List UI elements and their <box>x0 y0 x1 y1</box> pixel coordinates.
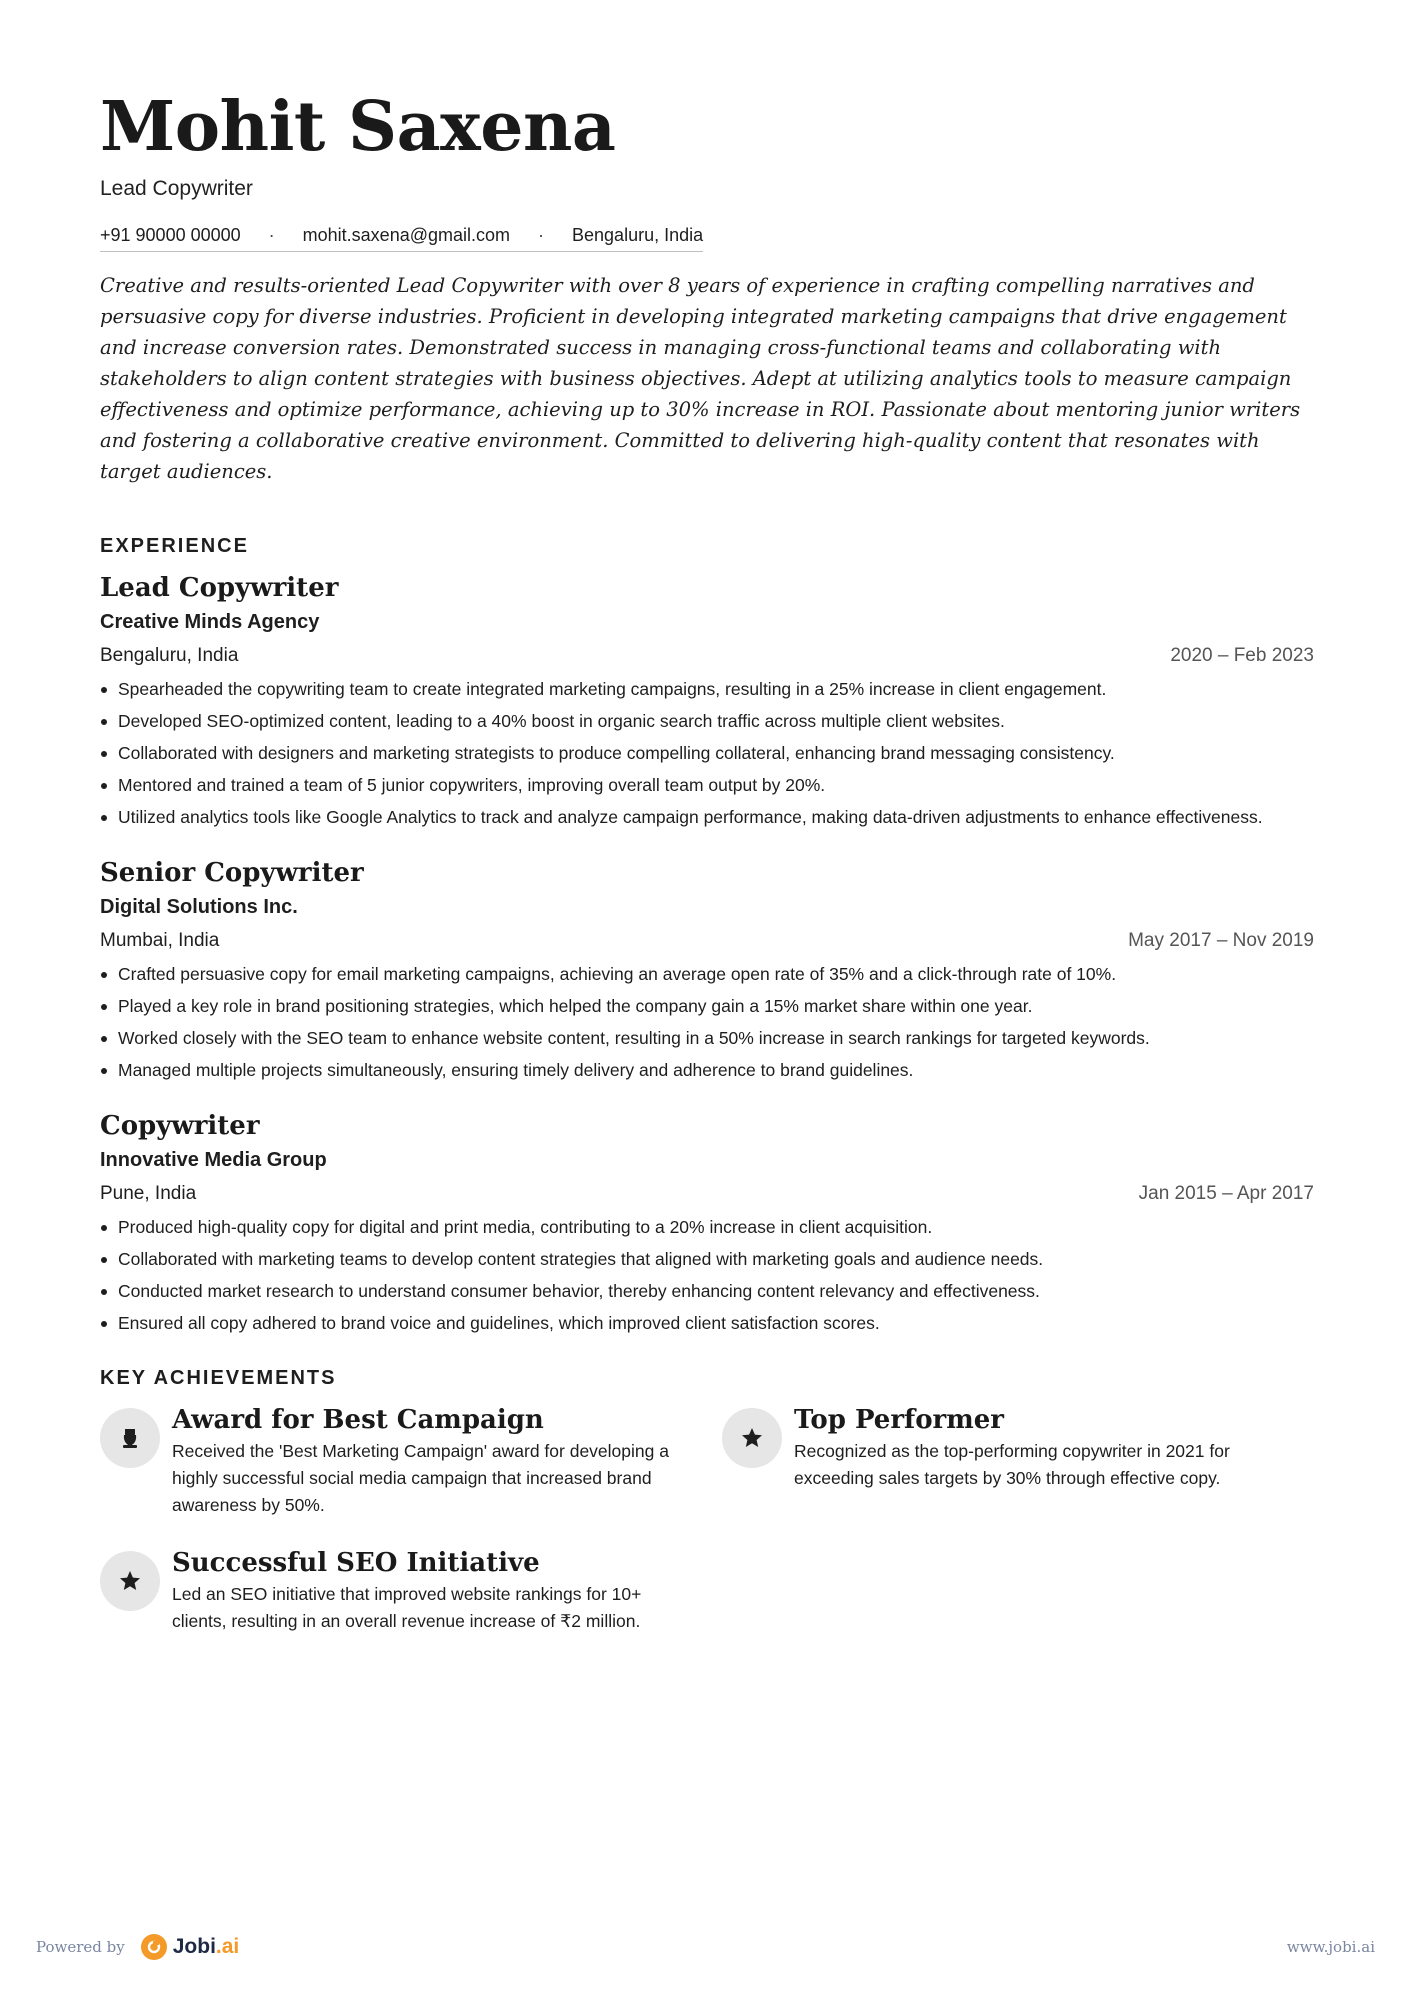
job-bullet: Mentored and trained a team of 5 junior copywriters, improving overall team output by 20%. <box>100 772 1314 799</box>
achievement-body <box>794 1402 1314 1492</box>
trophy-icon <box>100 1408 160 1468</box>
powered-by-label: Powered by <box>36 1938 125 1956</box>
achievement-item <box>100 1545 722 1635</box>
job-entry <box>100 855 1314 1084</box>
jobi-logo-suffix: .ai <box>215 1935 240 1958</box>
resume-page <box>100 84 1314 1635</box>
achievements-section-title: KEY ACHIEVEMENTS <box>100 1367 337 1389</box>
job-bullet: Conducted market research to understand consumer behavior, thereby enhancing content relevancy and effectiveness. <box>100 1278 1314 1305</box>
footer-website-link[interactable]: www.jobi.ai <box>1286 1938 1375 1956</box>
job-title: Lead Copywriter <box>100 573 339 603</box>
job-company: Digital Solutions Inc. <box>100 896 298 918</box>
candidate-name: Mohit Saxena <box>100 87 616 167</box>
jobi-logo-icon <box>141 1934 167 1960</box>
contact-location: Bengaluru, India <box>572 225 704 245</box>
achievement-description: Received the 'Best Marketing Campaign' award for developing a highly successful social media campaign that increased brand awareness by 50%. <box>172 1441 669 1515</box>
job-entry <box>100 1108 1314 1337</box>
job-meta <box>100 1180 1314 1208</box>
job-bullet: Ensured all copy adhered to brand voice and guidelines, which improved client satisfaction scores. <box>100 1310 1314 1337</box>
jobi-logo-name: Jobi <box>172 1935 216 1958</box>
contact-separator: · <box>268 225 275 245</box>
job-bullet: Collaborated with marketing teams to develop content strategies that aligned with marketing goals and audience needs. <box>100 1246 1314 1273</box>
achievement-description: Led an SEO initiative that improved website rankings for 10+ clients, resulting in an overall revenue increase of ₹2 million. <box>172 1584 642 1631</box>
job-bullets <box>100 961 1314 1084</box>
job-bullet: Developed SEO-optimized content, leading to a 40% boost in organic search traffic across multiple client websites. <box>100 708 1314 735</box>
job-bullet: Collaborated with designers and marketing strategists to produce compelling collateral, enhancing brand messaging consistency. <box>100 740 1314 767</box>
star-icon <box>722 1408 782 1468</box>
job-location: Pune, India <box>100 1183 197 1204</box>
candidate-role: Lead Copywriter <box>100 177 253 200</box>
job-title: Senior Copywriter <box>100 858 364 888</box>
achievement-body <box>172 1545 692 1635</box>
experience-list <box>100 570 1314 1337</box>
job-bullet: Played a key role in brand positioning strategies, which helped the company gain a 15% market share within one year. <box>100 993 1314 1020</box>
job-bullets <box>100 1214 1314 1337</box>
contact-phone[interactable]: +91 90000 00000 <box>100 225 241 245</box>
achievement-title: Award for Best Campaign <box>172 1405 544 1435</box>
contact-bar <box>100 222 703 252</box>
job-dates: Jan 2015 – Apr 2017 <box>1138 1183 1314 1204</box>
job-bullet: Spearheaded the copywriting team to create integrated marketing campaigns, resulting in a 25% increase in client engagement. <box>100 676 1314 703</box>
job-bullets <box>100 676 1314 831</box>
job-meta <box>100 927 1314 955</box>
powered-by-footer <box>36 1934 239 1960</box>
achievement-body <box>172 1402 692 1519</box>
job-title: Copywriter <box>100 1111 260 1141</box>
job-company: Creative Minds Agency <box>100 611 320 633</box>
jobi-logo[interactable] <box>141 1934 240 1960</box>
job-bullet: Produced high-quality copy for digital and print media, contributing to a 20% increase in client acquisition. <box>100 1214 1314 1241</box>
job-company: Innovative Media Group <box>100 1149 327 1171</box>
achievement-title: Successful SEO Initiative <box>172 1548 540 1578</box>
job-meta <box>100 642 1314 670</box>
job-bullet: Managed multiple projects simultaneously, ensuring timely delivery and adherence to brand guidelines. <box>100 1057 1314 1084</box>
job-bullet: Utilized analytics tools like Google Analytics to track and analyze campaign performance, making data-driven adjustments to enhance effectiveness. <box>100 804 1314 831</box>
contact-separator: · <box>538 225 545 245</box>
job-location: Bengaluru, India <box>100 645 239 666</box>
job-bullet: Crafted persuasive copy for email marketing campaigns, achieving an average open rate of 35% and a click-through rate of 10%. <box>100 961 1314 988</box>
contact-email[interactable]: mohit.saxena@gmail.com <box>302 225 511 245</box>
professional-summary: Creative and results-oriented Lead Copywriter with over 8 years of experience in crafting compelling narratives and persuasive copy for diverse industries. Proficient in developing integrated marketing campaigns that drive engagement and increase conversion rates. Demonstrated success in managing cross-functional teams and collaborating with stakeholders to align content strategies with business objectives. Adept at utilizing analytics tools to measure campaign effectiveness and optimize performance, achieving up to 30% increase in ROI. Passionate about mentoring junior writers and fostering a collaborative creative environment. Committed to delivering high-quality content that resonates with target audiences. <box>100 274 1301 483</box>
job-location: Mumbai, India <box>100 930 220 951</box>
star-icon <box>100 1551 160 1611</box>
achievement-item <box>722 1402 1314 1519</box>
experience-section-title: EXPERIENCE <box>100 535 249 557</box>
job-bullet: Worked closely with the SEO team to enhance website content, resulting in a 50% increase in search rankings for targeted keywords. <box>100 1025 1314 1052</box>
achievement-description: Recognized as the top-performing copywriter in 2021 for exceeding sales targets by 30% through effective copy. <box>794 1441 1230 1488</box>
achievements-grid <box>100 1402 1314 1635</box>
achievement-item <box>100 1402 722 1519</box>
job-dates: May 2017 – Nov 2019 <box>1128 930 1314 951</box>
job-entry <box>100 570 1314 831</box>
achievement-title: Top Performer <box>794 1405 1005 1435</box>
job-dates: 2020 – Feb 2023 <box>1170 645 1314 666</box>
